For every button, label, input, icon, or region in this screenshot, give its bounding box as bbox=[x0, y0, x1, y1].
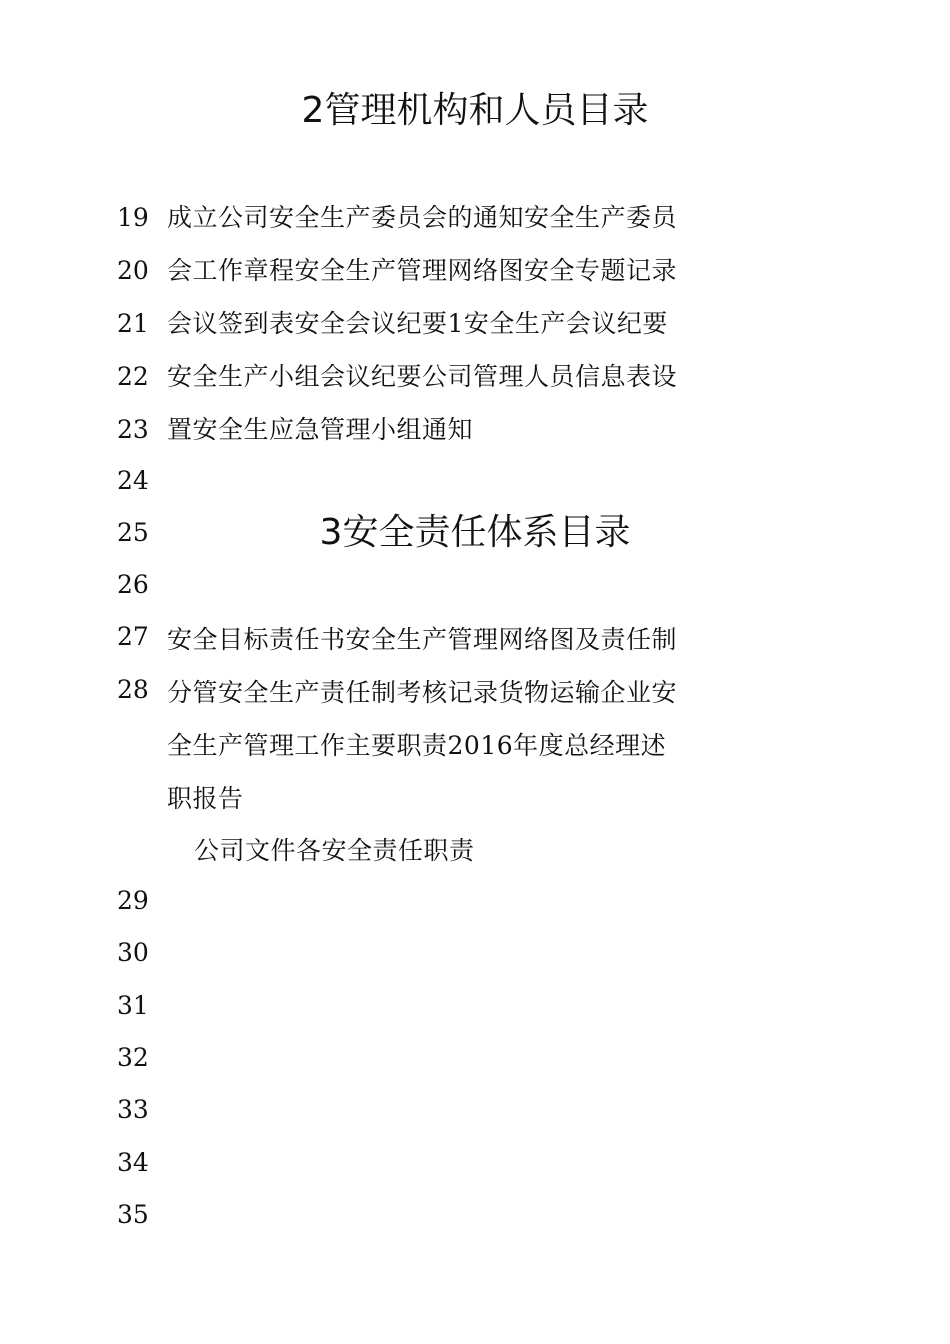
line-number: 22 bbox=[117, 362, 149, 391]
section-2-line: 会议签到表安全会议纪要1安全生产会议纪要 bbox=[167, 309, 668, 338]
section-2-line: 成立公司安全生产委员会的通知安全生产委员 bbox=[167, 203, 678, 232]
section-3-line: 公司文件各安全责任职责 bbox=[194, 836, 475, 865]
section-3-line: 职报告 bbox=[167, 784, 244, 813]
section-3-line: 分管安全生产责任制考核记录货物运输企业安 bbox=[167, 678, 678, 707]
line-number: 27 bbox=[117, 622, 149, 651]
line-number: 34 bbox=[117, 1148, 149, 1177]
section-2-line: 安全生产小组会议纪要公司管理人员信息表设 bbox=[167, 362, 678, 391]
section-2-line: 会工作章程安全生产管理网络图安全专题记录 bbox=[167, 256, 678, 285]
line-number: 20 bbox=[117, 256, 149, 285]
section-2-line: 置安全生应急管理小组通知 bbox=[167, 415, 474, 444]
line-number: 21 bbox=[117, 309, 149, 338]
line-number: 31 bbox=[117, 991, 149, 1020]
line-number: 26 bbox=[117, 570, 149, 599]
line-number: 23 bbox=[117, 415, 149, 444]
line-number: 30 bbox=[117, 938, 149, 967]
line-number: 25 bbox=[117, 518, 149, 547]
section-2-title: 2管理机构和人员目录 bbox=[301, 90, 649, 131]
section-3-title: 3安全责任体系目录 bbox=[319, 512, 631, 553]
line-number: 29 bbox=[117, 886, 149, 915]
line-number: 24 bbox=[117, 466, 149, 495]
line-number: 28 bbox=[117, 675, 149, 704]
line-number: 33 bbox=[117, 1095, 149, 1124]
line-number: 19 bbox=[117, 203, 149, 232]
section-3-line: 安全目标责任书安全生产管理网络图及责任制 bbox=[167, 625, 678, 654]
line-number: 35 bbox=[117, 1200, 149, 1229]
section-3-line: 全生产管理工作主要职责2016年度总经理述 bbox=[167, 731, 667, 760]
line-number: 32 bbox=[117, 1043, 149, 1072]
